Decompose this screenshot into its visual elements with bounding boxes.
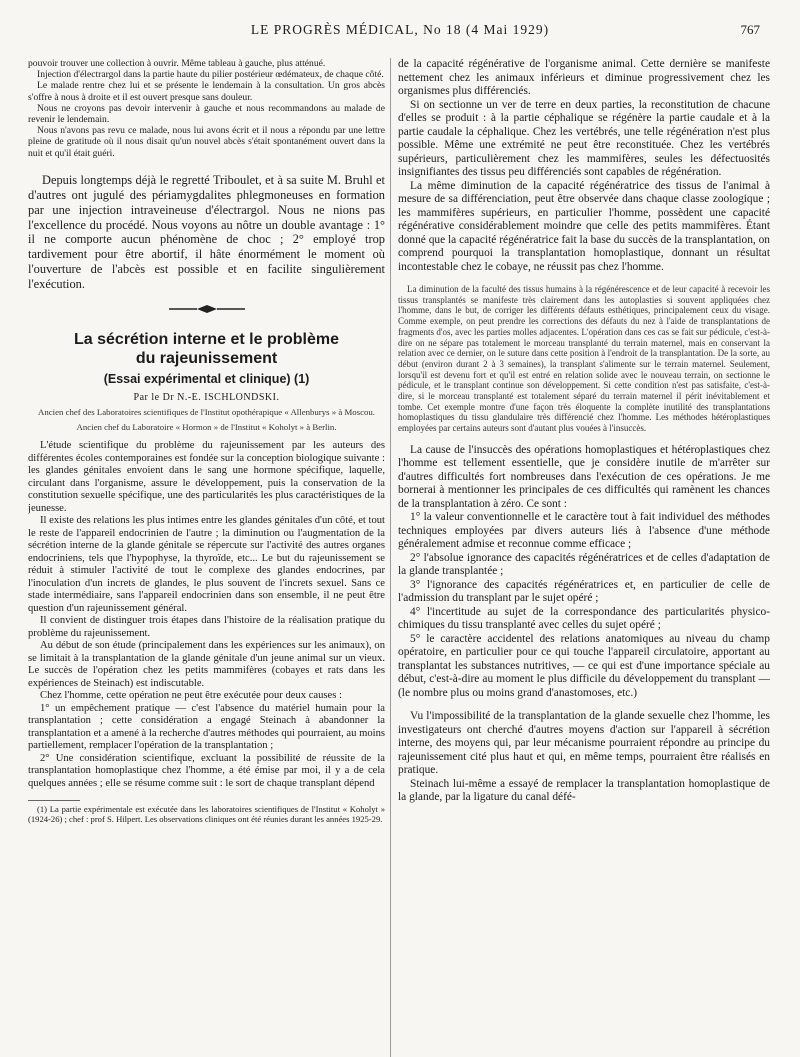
page-number: 767 xyxy=(740,22,760,37)
case-paragraph: pouvoir trouver une collection à ouvrir. Même tableau à gauche, plus atténué. xyxy=(28,58,326,69)
list-item: 3° l'ignorance des capacités régénératrices et, en particulier de celle de l'admission du transplant par le sujet opéré ; xyxy=(398,578,770,605)
body-paragraph: L'étude scientifique du problème du rajeunissement par les auteurs des différentes écoles contemporaines est fondée sur la conception biologique suivante : les glandes génitales envoient dans le sang une hormone spécifique, laquelle, circulant dans l'organisme, assure le développement, puis la conservation de la constitution sexuelle spécifique, une des particularités les plus caractéristiques de la jeunesse. xyxy=(28,440,385,514)
case-paragraph: Injection d'électrargol dans la partie haute du pilier postérieur œdémateux, de chaque côté. xyxy=(37,69,384,81)
section-ornament xyxy=(28,304,385,314)
list-item: 2° l'absolue ignorance des capacités régénératrices et de celles d'adaptation de la glande transplantée ; xyxy=(398,551,770,578)
page-header xyxy=(0,22,800,42)
author-affiliation: Ancien chef du Laboratoire « Hormon » de l'Institut « Koholyt » à Berlin. xyxy=(76,421,337,432)
body-paragraph: Chez l'homme, cette opération ne peut être exécutée pour deux causes : xyxy=(40,690,342,702)
body-paragraph: Si on sectionne un ver de terre en deux parties, la reconstitution de chacune d'elles se produit : à la partie céphalique se régénère la partie caudale et à la partie caudale la céphalique. Chez les vertébrés, une telle régénération n'est plus possible. Même une extrémité ne peut être reconstituée. Chez les vertébrés supérieurs, particulièrement chez les mammifères, seules les défectuosités insignifiantes des tissus peu différenciés sont capables de régénération. xyxy=(398,98,770,178)
list-item: 1° la valeur conventionnelle et le caractère tout à fait individuel des méthodes techniques employées par divers auteurs liés à l'absence d'une méthode généralement admise et reconnue comme efficace ; xyxy=(398,511,770,551)
article-title xyxy=(28,330,385,368)
conclusion-paragraph: Depuis longtemps déjà le regretté Triboulet, et à sa suite M. Bruhl et d'autres ont jugulé des périamygdalites phlegmoneuses en formation par une injection intraveineuse d'électrargol. Nous ne nions pas l'excellence du procédé. Nous voyons au nôtre un double avantage : 1° il ne comporte aucun phénomène de choc ; 2° employé trop tardivement pour être abortif, il hâte énormément le moment où l'ouverture de l'abcès est possible et en facilite singulièrement l'exécution. xyxy=(28,172,385,292)
body-paragraph: La même diminution de la capacité régénératrice des tissus de l'animal à mesure de sa différenciation, peut être observée dans chaque classe zoologique ; les mammifères supérieurs, en particulier l'homme, possèdent une capacité régénérative considérablement moindre que celle des petits mammifères. Étant donné que la capacité régénératrice fait la base du succès de la transplantation, on comprend pourquoi la transplantation homoplastique, donnant un résultat incontestable chez le cobaye, ne réussit pas chez l'homme. xyxy=(398,179,770,273)
body-paragraph: 1° un empêchement pratique — c'est l'absence du matériel humain pour la transplantation ; cette considération a engagé Steinach à abandonner la transplantation et a amené à la recherche d'autres méthodes qui pourraient, au moins partiellement, remplacer l'opération de la transplantation ; xyxy=(28,702,385,752)
case-paragraph: Le malade rentre chez lui et se présente le lendemain à la consultation. Un gros abcès s'offre à nous à droite et il est ouvert presque sans douleur. xyxy=(28,80,385,103)
article-author: Par le Dr N.-E. ISCHLONDSKI. xyxy=(133,392,280,404)
body-paragraph: de la capacité régénérative de l'organisme animal. Cette dernière se manifeste nettement chez les animaux inférieurs et diminue progressivement chez les organismes plus différenciés. xyxy=(398,58,770,97)
author-affiliation: Ancien chef des Laboratoires scientifiques de l'Institut opothérapique « Allenburys » à Moscou. xyxy=(37,407,375,418)
left-column xyxy=(28,58,385,824)
body-paragraph: Il convient de distinguer trois étapes dans l'histoire de la réalisation pratique du problème du rajeunissement. xyxy=(28,615,385,639)
list-item: 4° l'incertitude au sujet de la correspondance des particularités physico-chimiques du tissu transplanté avec celles du sujet opéré ; xyxy=(398,605,770,632)
footnote: (1) La partie expérimentale est exécutée dans les laboratoires scientifiques de l'Institut « Koholyt » (1924-26) ; chef : prof S. Hilpert. Les observations cliniques ont été réunies durant les années 1925-29. xyxy=(28,804,385,825)
body-paragraph: La cause de l'insuccès des opérations homoplastiques et hétéroplastiques chez l'homme est tellement essentielle, que je considère inutile de m'arrêter sur d'autres difficultés fort nombreuses dans l'exécution de ces opérations. Je me bornerai à mentionner les principales de ces difficultés qui ramènent les chances de la transplantation à zéro. Ce sont : xyxy=(398,443,770,510)
column-divider xyxy=(390,58,391,1057)
body-paragraph: 2° Une considération scientifique, excluant la possibilité de réussite de la transplantation homoplastique chez l'homme, a été émise par moi, il y a de cela quelques années ; elle se résume comme suit : le sort de chaque transplant dépend xyxy=(28,752,385,789)
small-print-paragraph: La diminution de la faculté des tissus humains à la régénérescence et de leur capacité à recevoir les tissus transplantés se manifeste très clairement dans les autoplasties si souvent appliquées chez l'homme, dans le but, de corriger les différents défauts esthétiques, principalement ceux du visage. Comme exemple, on peut prendre les corrections des défauts du nez à l'aide de transplantations de fragments d'os, avec les parties molles adjacentes. L'opération dans ces cas se fait sur pédicule, c'est-à-dire on ne sépare pas totalement le morceau transplanté du terrain maternel, mais en conservant la relation avec ce dernier, on le suture dans cette position à l'endroit de la transplantation. De la sorte, au début (environ durant 2 à 3 semaines), la transplant s'alimente sur le terrain maternel. Seulement, lorsqu'il est devenu fort et qu'il est entré en relation solide avec le nouveau terrain, on sectionne le pédicule, et le transplant continue son développement. Si cette condition n'est pas satisfaite, c'est-à-dire, si le morceau transplanté est totalement séparé du terrain maternel il périt inévitablement et tombe. Cet exemple montre d'une façon très éloquente la complète inutilité des transplantations homoplastiques du tissu glandulaire très différencié chez l'homme. Les méthodes hétéroplastiques employées par certains auteurs sont d'autant plus vouées à l'insuccès. xyxy=(398,284,770,434)
body-paragraph: Au début de son étude (principalement dans les expériences sur les animaux), on se limitait à la transplantation de la glande génitale d'un jeune animal sur un vieux. Le succès de l'opération chez les petits mammifères (cobayes et rats dans les expériences de Steinach) est indiscutable. xyxy=(28,640,385,689)
right-column xyxy=(398,58,770,805)
body-paragraph: Il existe des relations les plus intimes entre les glandes génitales d'un côté, et tout le reste de l'appareil endocrinien de l'autre ; la diminution ou l'augmentation de la sécrétion interne de la glande génitale se répercute sur l'activité des autres organes endocriniens, tels que l'hypophyse, la thyroïde, etc... Le but du rajeunissement se réduit à stimuler l'activité de tout le complexe des glandes endocrines, par l'inoculation d'un increts de glandes, le plus souvent de l'increts sexuel. Sans ce stade intermédiaire, sans l'appareil endocrinien dans son ensemble, il ne peut être question d'un rajeunissement général. xyxy=(28,515,385,614)
article-title-line: du rajeunissement xyxy=(135,350,278,368)
article-title-line: La sécrétion interne et le problème xyxy=(74,331,339,349)
case-paragraph: Nous ne croyons pas devoir intervenir à gauche et nous recommandons au malade de revenir le lendemain. xyxy=(28,102,385,126)
body-paragraph: Steinach lui-même a essayé de remplacer la transplantation homoplastique de la glande, par la ligature du canal défé- xyxy=(398,777,770,804)
journal-title: LE PROGRÈS MÉDICAL, No 18 (4 Mai 1929) xyxy=(250,22,550,37)
footnote-rule xyxy=(28,800,80,801)
article-subtitle: (Essai expérimental et clinique) (1) xyxy=(103,372,310,387)
body-paragraph: Vu l'impossibilité de la transplantation de la glande sexuelle chez l'homme, les investigateurs ont cherché d'autres moyens d'action sur l'appareil à sécrétion interne, des moyens qui, par leur mécanisme pourraient répondre au principe du rajeunissement cité plus haut et qui, en même temps, pourraient être réalisés en pratique. xyxy=(398,710,770,777)
list-item: 5° le caractère accidentel des relations anatomiques au niveau du champ opératoire, en particulier pour ce qui touche l'appareil circulatoire, apportant au transplantat les substances nutritives, — ce qui est d'une importance spéciale au début, c'est-à-dire au moment le plus difficile du développement du transplant — (le nombre plus ou moins grand d'anastomoses, etc.) xyxy=(398,632,770,699)
case-paragraph: Nous n'avons pas revu ce malade, nous lui avons écrit et il nous a répondu par une lettre pleine de gratitude où il nous disait qu'un nouvel abcès s'était spontanément ouvert dans la nuit et qu'il était guéri. xyxy=(28,125,385,159)
